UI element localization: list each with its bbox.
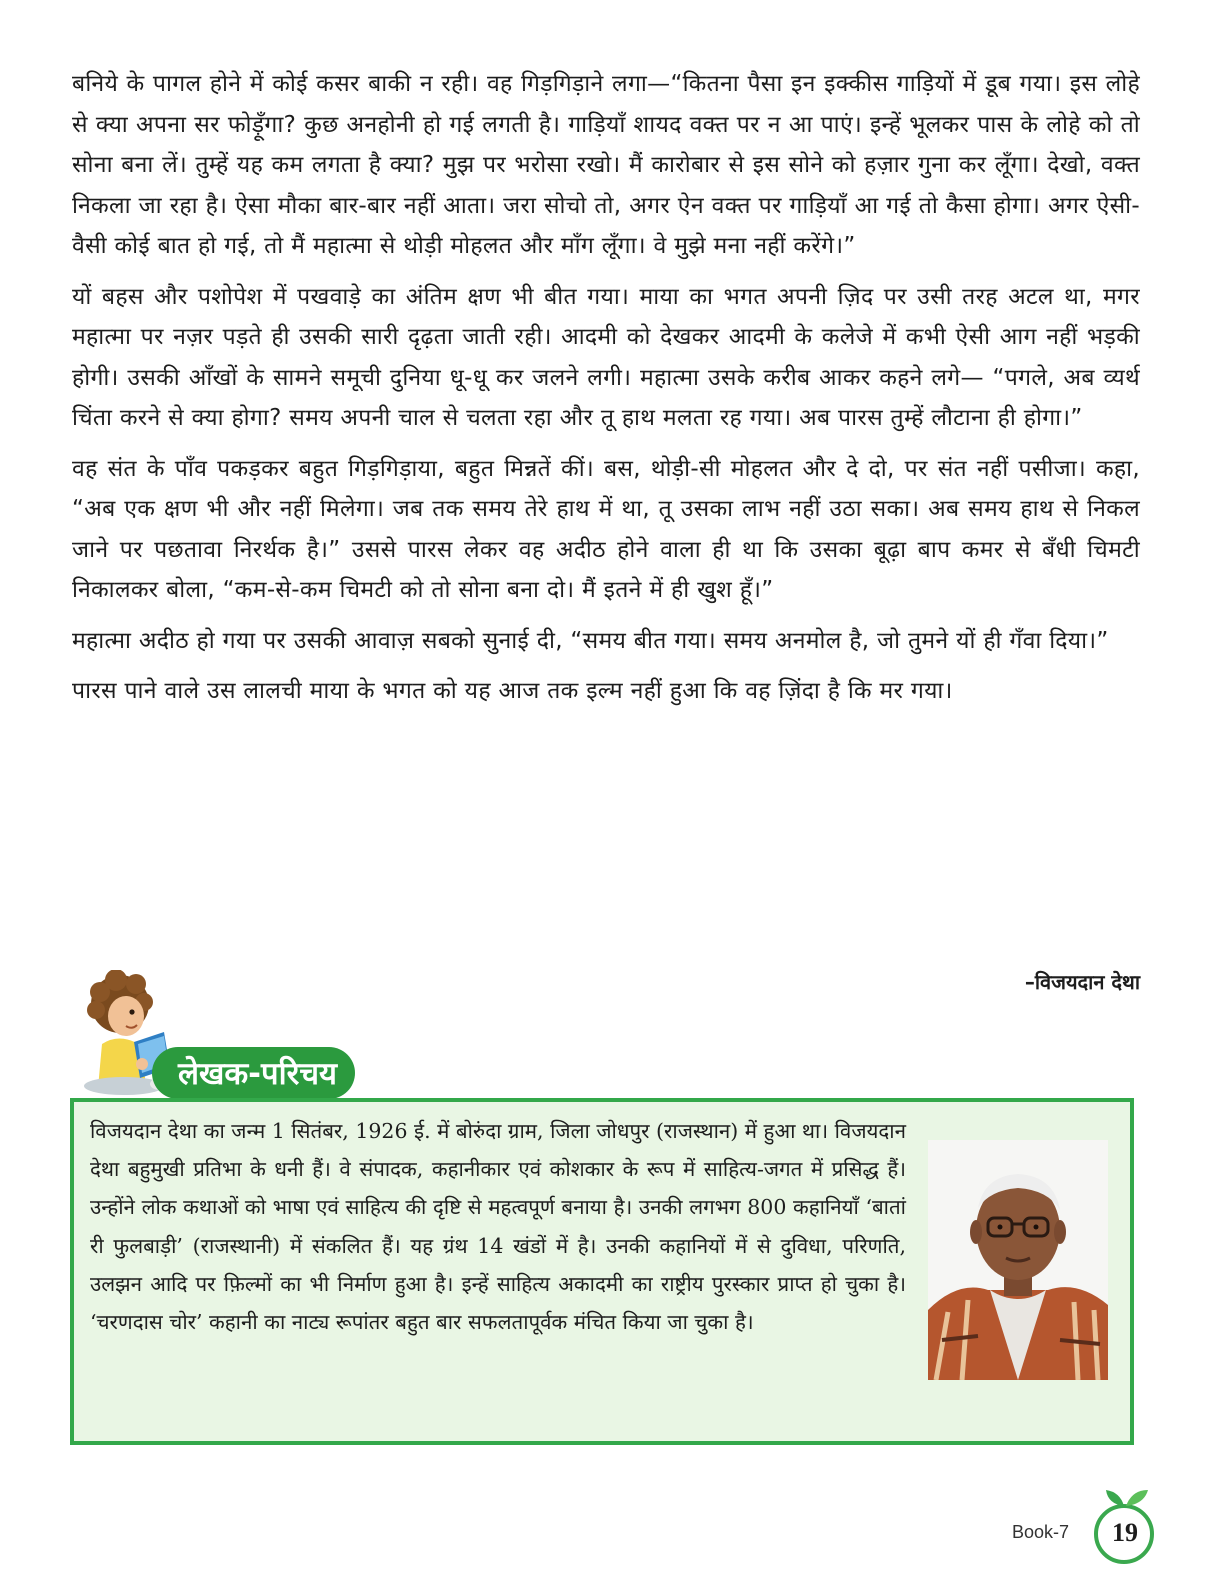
author-photo	[928, 1140, 1108, 1380]
author-bio-box	[70, 1098, 1134, 1445]
page-number: 19	[1112, 1518, 1138, 1547]
section-heading	[152, 1047, 355, 1099]
story-text	[72, 64, 1140, 722]
story-paragraph: बनिये के पागल होने में कोई कसर बाकी न रही। वह गिड़गिड़ाने लगा—“कितना पैसा इन इक्कीस गाड़ियों में डूब गया। इस लोहे से क्या अपना सर फोड़ूँगा? कुछ अनहोनी हो गई लगती है। गाड़ियाँ शायद वक्त पर न आ पाएं। इन्हें भूलकर पास के लोहे को तो सोना बना लें। तुम्हें यह कम लगता है क्या? मुझ पर भरोसा रखो। मैं कारोबार से इस सोने को हज़ार गुना कर लूँगा। देखो, वक्त निकला जा रहा है। ऐसा मौका बार-बार नहीं आता। जरा सोचो तो, अगर ऐन वक्त पर गाड़ियाँ आ गई तो कैसा होगा। अगर ऐसी-वैसी कोई बात हो गई, तो मैं महात्मा से थोड़ी मोहलत और माँग लूँगा। वे मुझे मना नहीं करेंगे।”	[72, 71, 1140, 259]
book-label: Book-7	[1012, 1522, 1070, 1542]
leaf-icon	[1126, 1490, 1148, 1506]
author-credit: –विजयदान देथा	[1024, 970, 1140, 994]
story-paragraph: वह संत के पाँव पकड़कर बहुत गिड़गिड़ाया, बहुत मिन्नतें कीं। बस, थोड़ी-सी मोहलत और दे दो, पर संत नहीं पसीजा। कहा, “अब एक क्षण भी और नहीं मिलेगा। जब तक समय तेरे हाथ में था, तू उसका लाभ नहीं उठा सका। अब समय हाथ से निकल जाने पर पछतावा निरर्थक है।” उससे पारस लेकर वह अदीठ होने वाला ही था कि उसका बूढ़ा बाप कमर से बँधी चिमटी निकालकर बोला, “कम-से-कम चिमटी को तो सोना बना दो। मैं इतने में ही खुश हूँ।”	[72, 455, 1140, 603]
leaf-icon	[1106, 1490, 1124, 1506]
author-portrait-image	[928, 1140, 1108, 1380]
section-heading-text: लेखक-परिचय	[178, 1056, 338, 1092]
story-paragraph: पारस पाने वाले उस लालची माया के भगत को यह आज तक इल्म नहीं हुआ कि वह ज़िंदा है कि मर गया।	[72, 678, 953, 704]
story-paragraph: यों बहस और पशोपेश में पखवाड़े का अंतिम क्षण भी बीत गया। माया का भगत अपनी ज़िद पर उसी तरह अटल था, मगर महात्मा पर नज़र पड़ते ही उसकी सारी दृढ़ता जाती रही। आदमी को देखकर आदमी के कलेजे में कभी ऐसी आग नहीं भड़की होगी। उसकी आँखों के सामने समूची दुनिया धू-धू कर जलने लगी। महात्मा उसके करीब आकर कहने लगे— “पगले, अब व्यर्थ चिंता करने से क्या होगा? समय अपनी चाल से चलता रहा और तू हाथ मलता रह गया। अब पारस तुम्हें लौटाना ही होगा।”	[72, 283, 1140, 431]
author-bio-text: विजयदान देथा का जन्म 1 सितंबर, 1926 ई. में बोरुंदा ग्राम, जिला जोधपुर (राजस्थान) में हुआ था। विजयदान देथा बहुमुखी प्रतिभा के धनी हैं। वे संपादक, कहानीकार एवं कोशकार के रूप में साहित्य-जगत में प्रसिद्ध हैं। उन्होंने लोक कथाओं को भाषा एवं साहित्य की दृष्टि से महत्वपूर्ण बनाया है। उनकी लगभग 800 कहानियाँ ‘बातां री फुलबाड़ी’ (राजस्थानी) में संकलित हैं। यह ग्रंथ 14 खंडों में है। उनकी कहानियों में से दुविधा, परिणति, उलझन आदि पर फ़िल्मों का भी निर्माण हुआ है। इन्हें साहित्य अकादमी का राष्ट्रीय पुरस्कार प्राप्त हो चुका है। ‘चरणदास चोर’ कहानी का नाट्य रूपांतर बहुत बार सफलतापूर्वक मंचित किया जा चुका है।	[90, 1119, 906, 1335]
story-paragraph: महात्मा अदीठ हो गया पर उसकी आवाज़ सबको सुनाई दी, “समय बीत गया। समय अनमोल है, जो तुमने यों ही गँवा दिया।”	[72, 627, 1109, 654]
